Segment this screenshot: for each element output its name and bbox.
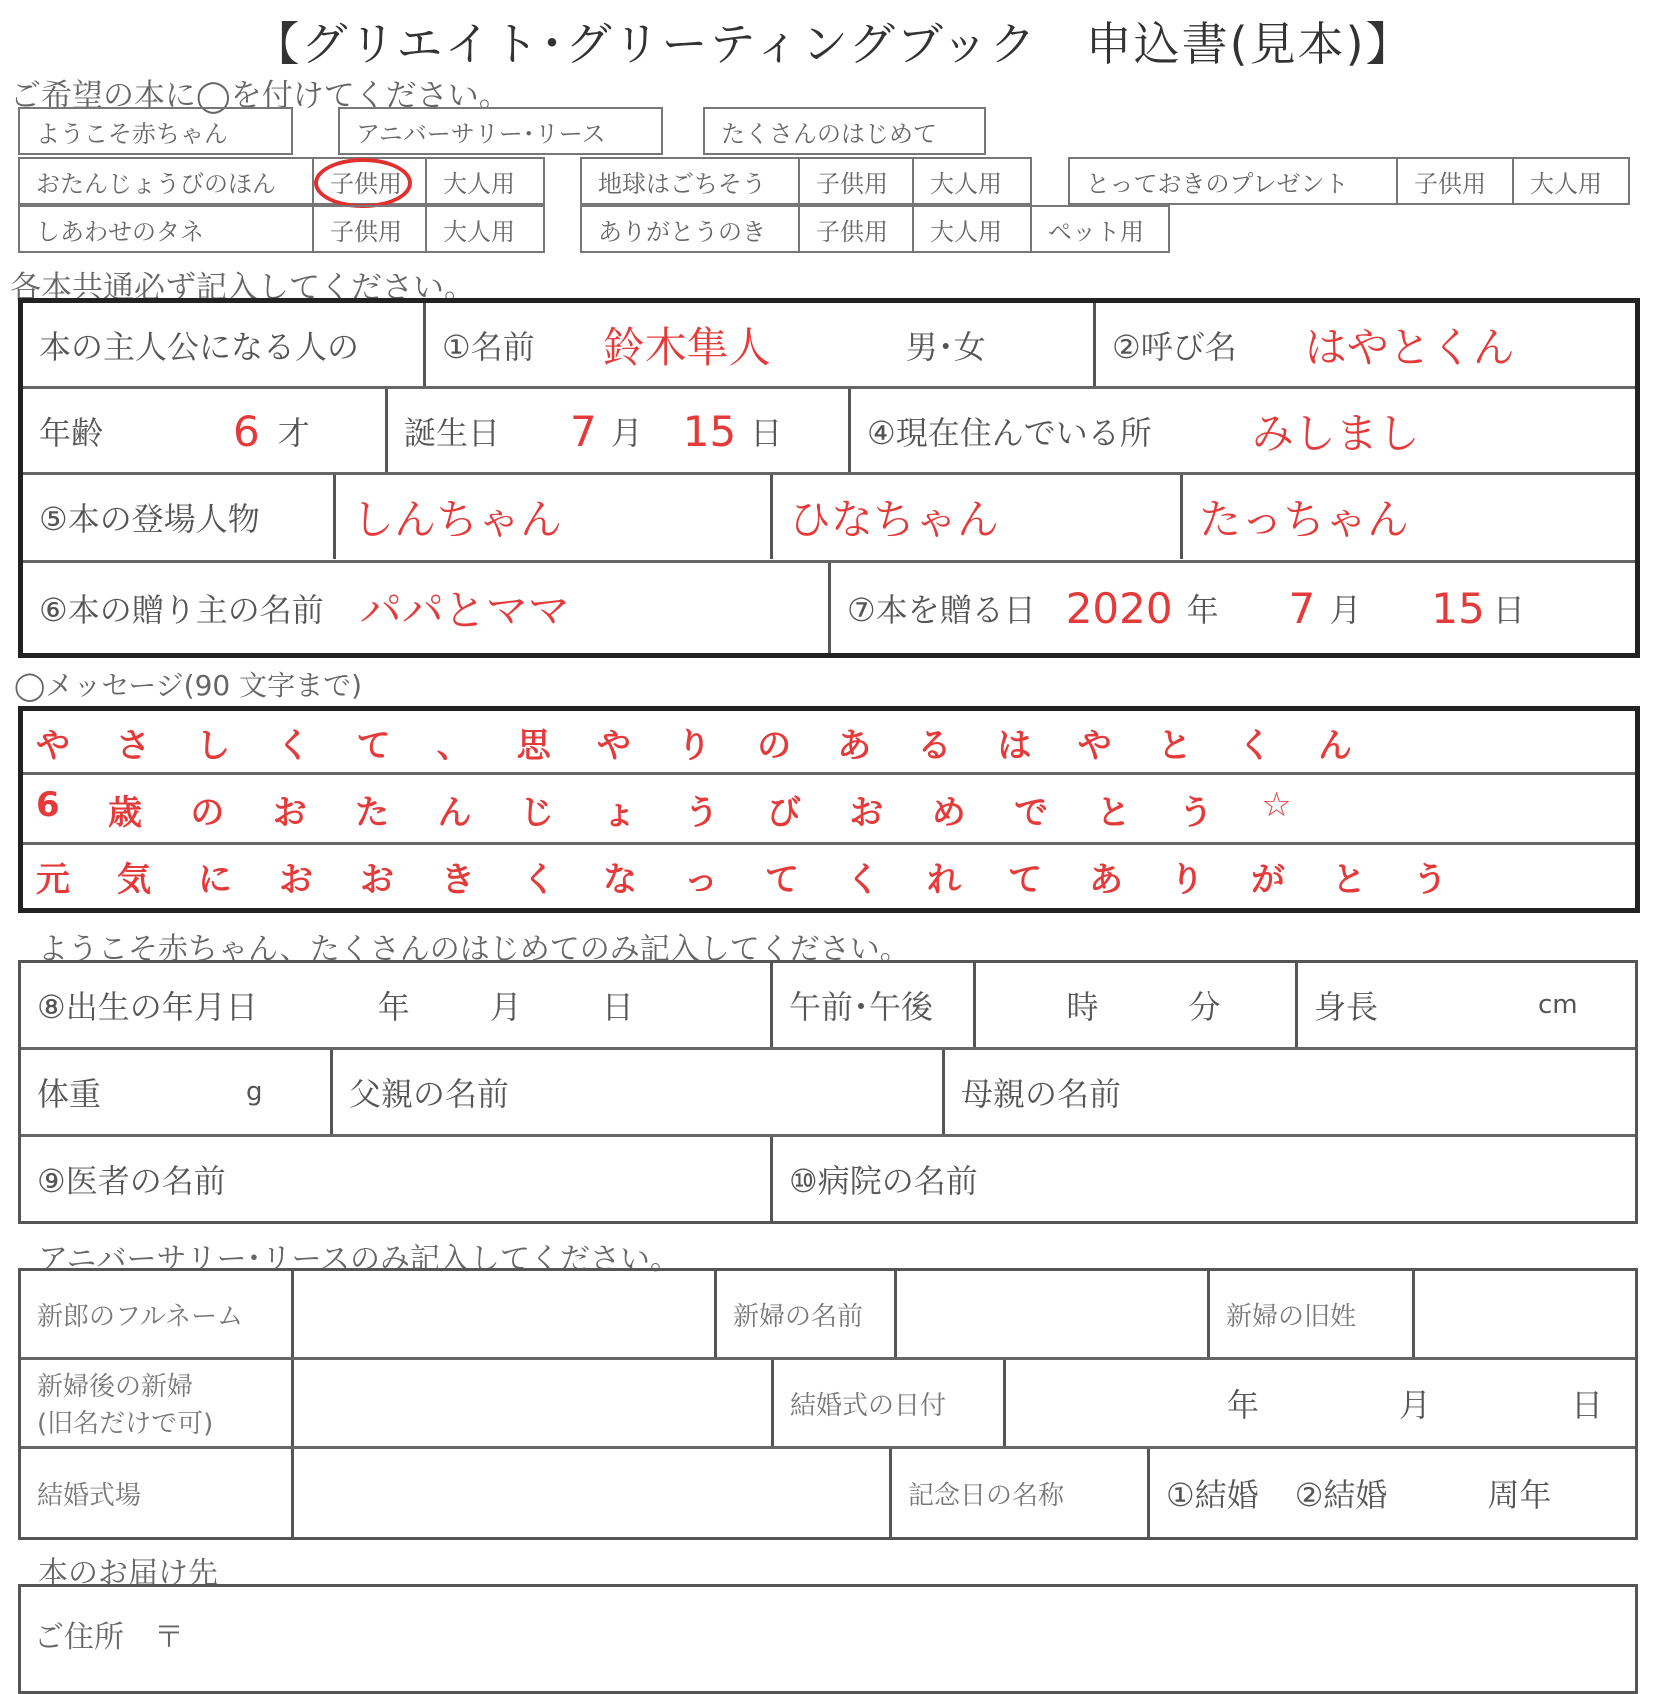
message-char: と: [1096, 793, 1131, 833]
anniv-name-options[interactable]: [1147, 1449, 1635, 1537]
venue-label: 結婚式場: [37, 1480, 142, 1511]
height-field[interactable]: [1295, 963, 1635, 1047]
weight-unit: g: [246, 1077, 263, 1107]
mother-name-field[interactable]: 母親の名前: [942, 1050, 1635, 1134]
anniv-row-1: [21, 1271, 1635, 1357]
book-variant-child[interactable]: 子供用: [312, 157, 427, 205]
message-char: ☆: [1261, 785, 1292, 825]
year-unit: 年: [1186, 591, 1219, 629]
message-char: め: [931, 793, 966, 833]
book-option[interactable]: とっておきのプレゼント: [1068, 157, 1398, 205]
message-char: う: [684, 793, 719, 833]
anniv-instruction: アニバーサリー･リースのみ記入してください。: [38, 1242, 680, 1277]
message-char: 6: [36, 785, 60, 825]
message-char: う: [1413, 860, 1447, 900]
month-unit: 月: [1398, 1386, 1431, 1424]
gender-option[interactable]: 男･女: [905, 328, 986, 366]
birth-day-value: 15: [682, 406, 737, 456]
anniv-name-label: 記念日の名称: [889, 1449, 1147, 1537]
wedding-date-input[interactable]: [1003, 1360, 1635, 1446]
book-option[interactable]: たくさんのはじめて: [703, 107, 986, 155]
baby-instruction: ようこそ赤ちゃん、たくさんのはじめてのみ記入してください。: [38, 932, 910, 967]
wedding-date-label: 結婚式の日付: [771, 1360, 1003, 1446]
main-row-3: [23, 475, 1635, 559]
nickname-value: はやとくん: [1304, 323, 1515, 372]
anniv-row-3: [21, 1449, 1635, 1537]
bride-after-line1: 新婦後の新婦: [37, 1372, 194, 1402]
message-char: 元: [36, 860, 70, 900]
message-char: お: [279, 860, 313, 900]
day-unit: 日: [601, 988, 634, 1026]
message-char: れ: [927, 860, 961, 900]
name-label: ①名前: [442, 328, 535, 366]
baby-row-2: [21, 1050, 1635, 1134]
birthday-field[interactable]: [385, 389, 848, 473]
birth-month-value: 7: [570, 406, 597, 456]
age-field[interactable]: [23, 389, 385, 473]
book-option[interactable]: しあわせのタネ: [18, 205, 314, 253]
message-char: お: [360, 860, 394, 900]
address-input[interactable]: ご住所 〒: [34, 1620, 184, 1655]
message-char: て: [1008, 860, 1042, 900]
residence-label: ④現在住んでいる所: [867, 414, 1152, 452]
father-name-field[interactable]: 父親の名前: [330, 1050, 942, 1134]
year-unit: 年: [377, 988, 410, 1026]
main-row-2: [23, 389, 1635, 473]
anniv-years-unit: 周年: [1487, 1476, 1552, 1514]
name-field[interactable]: [423, 303, 1093, 387]
book-option[interactable]: ようこそ赤ちゃん: [18, 107, 293, 155]
bride-after-input[interactable]: [291, 1360, 771, 1446]
message-char: 思: [516, 726, 551, 766]
book-option[interactable]: おたんじょうびのほん: [18, 157, 314, 205]
doctor-name-field[interactable]: ⑨医者の名前: [37, 1162, 226, 1200]
book-variant-child[interactable]: 子供用: [312, 205, 427, 253]
message-char: じ: [519, 793, 554, 833]
message-char: く: [522, 860, 556, 900]
selection-circle: [314, 158, 412, 208]
gift-day-value: 15: [1431, 583, 1485, 633]
message-char: に: [198, 860, 232, 900]
message-char: 歳: [108, 793, 143, 833]
bride-maiden-label: 新婦の旧姓: [1207, 1271, 1412, 1357]
character-1[interactable]: しんちゃん: [333, 475, 770, 559]
message-char: う: [1178, 793, 1213, 833]
message-char: の: [190, 793, 225, 833]
characters-label: ⑤本の登場人物: [39, 500, 260, 538]
message-char: の: [757, 726, 792, 766]
message-char: く: [276, 726, 311, 766]
height-label: 身長: [1314, 988, 1379, 1026]
groom-label: 新郎のフルネーム: [37, 1301, 244, 1332]
message-line-1[interactable]: [22, 718, 1372, 767]
bride-after-line2: (旧名だけで可): [37, 1409, 214, 1439]
weight-field[interactable]: [21, 1050, 330, 1134]
ampm-option[interactable]: 午前･午後: [770, 963, 973, 1047]
message-char: っ: [684, 860, 718, 900]
birthday-label: 誕生日: [404, 414, 501, 452]
book-variant-adult[interactable]: 大人用: [425, 157, 545, 205]
bride-input[interactable]: [894, 1271, 1207, 1357]
divider: [23, 772, 1635, 775]
message-char: く: [1237, 726, 1272, 766]
message-char: と: [1157, 726, 1192, 766]
birthdate-field[interactable]: [21, 963, 770, 1047]
message-char: あ: [1089, 860, 1123, 900]
message-char: お: [849, 793, 884, 833]
giver-label: ⑥本の贈り主の名前: [39, 591, 324, 629]
day-unit: 日: [1492, 591, 1525, 629]
main-row-1: [23, 303, 1635, 387]
anniv-option-1[interactable]: ①結婚: [1166, 1476, 1259, 1514]
message-char: お: [272, 793, 307, 833]
message-char: ょ: [602, 793, 637, 833]
book-variant-child[interactable]: 子供用: [1396, 157, 1514, 205]
book-option[interactable]: アニバーサリー･リース: [338, 107, 663, 155]
height-unit: cm: [1538, 990, 1578, 1020]
message-char: る: [917, 726, 952, 766]
residence-field[interactable]: [848, 389, 1635, 473]
book-variant-adult[interactable]: 大人用: [1512, 157, 1630, 205]
bride-after-label: [21, 1360, 291, 1446]
anniv-row-2: [21, 1360, 1635, 1446]
message-char: や: [36, 726, 70, 766]
delivery-label: 本のお届け先: [38, 1556, 218, 1591]
message-label: ◯メッセージ(90 文字まで): [14, 669, 363, 702]
message-char: は: [997, 726, 1032, 766]
nickname-label: ②呼び名: [1112, 328, 1237, 366]
message-char: や: [596, 726, 631, 766]
message-char: り: [1170, 860, 1204, 900]
message-char: び: [767, 793, 802, 833]
baby-row-1: [21, 963, 1635, 1047]
time-field[interactable]: [973, 963, 1295, 1047]
message-char: て: [356, 726, 391, 766]
baby-row-3: [21, 1137, 1635, 1221]
message-char: と: [1332, 860, 1366, 900]
book-variant-adult[interactable]: 大人用: [912, 157, 1032, 205]
character-2[interactable]: ひなちゃん: [770, 475, 1180, 559]
message-char: あ: [837, 726, 872, 766]
divider: [23, 842, 1635, 845]
message-char: 気: [117, 860, 151, 900]
name-value: 鈴木隼人: [602, 323, 771, 372]
residence-value: みしまし: [1251, 409, 1420, 458]
weight-label: 体重: [37, 1075, 102, 1113]
anniv-option-2[interactable]: ②結婚: [1294, 1476, 1388, 1514]
page-title: 【グリエイト･グリーティングブック 申込書(見本)】: [253, 17, 1414, 71]
day-unit: 日: [750, 414, 783, 452]
message-char: で: [1014, 793, 1049, 833]
bride-label: 新婦の名前: [714, 1271, 894, 1357]
message-char: く: [846, 860, 880, 900]
year-unit: 年: [1226, 1386, 1259, 1424]
gift-year-value: 2020: [1065, 583, 1173, 633]
age-value: 6: [233, 406, 260, 456]
message-char: ん: [1318, 726, 1352, 766]
groom-input[interactable]: [291, 1271, 714, 1357]
gift-date-label: ⑦本を贈る日: [847, 591, 1036, 629]
venue-input[interactable]: [291, 1449, 889, 1537]
message-char: ん: [437, 793, 472, 833]
month-unit: 月: [1329, 591, 1362, 629]
message-line-3[interactable]: [22, 852, 1467, 901]
age-unit: 才: [277, 414, 310, 452]
bride-maiden-input[interactable]: [1412, 1271, 1635, 1357]
age-label: 年齢: [39, 414, 104, 452]
hospital-name-field[interactable]: ⑩病院の名前: [770, 1137, 1635, 1221]
instruction-choose: ご希望の本に◯を付けてください。: [10, 78, 510, 114]
message-char: が: [1251, 860, 1285, 900]
instruction-common: 各本共通必ず記入してください。: [10, 270, 475, 306]
message-char: 、: [436, 726, 471, 766]
message-line-2[interactable]: [22, 785, 1312, 834]
message-char: し: [196, 726, 231, 766]
minute-unit: 分: [1188, 988, 1221, 1026]
book-option[interactable]: 地球はごちそう: [580, 157, 800, 205]
message-char: や: [1077, 726, 1112, 766]
message-char: て: [765, 860, 799, 900]
message-char: き: [441, 860, 475, 900]
book-option[interactable]: ありがとうのき: [580, 205, 800, 253]
nickname-field[interactable]: [1093, 303, 1635, 387]
giver-value: パパとママ: [359, 586, 570, 635]
giver-field[interactable]: [23, 563, 828, 653]
book-variant-adult[interactable]: 大人用: [425, 205, 545, 253]
hour-unit: 時: [1066, 988, 1099, 1026]
gift-date-field[interactable]: [828, 563, 1635, 653]
month-unit: 月: [489, 988, 522, 1026]
birthdate-label: ⑧出生の年月日: [37, 988, 258, 1026]
message-char: た: [355, 793, 390, 833]
hero-label: 本の主人公になる人の: [39, 328, 360, 366]
gift-month-value: 7: [1288, 583, 1316, 633]
book-variant-child[interactable]: 子供用: [798, 205, 914, 253]
book-variant-pet[interactable]: ペット用: [1030, 205, 1170, 253]
character-3[interactable]: たっちゃん: [1180, 475, 1635, 559]
delivery-frame: [18, 1584, 1638, 1694]
message-char: り: [677, 726, 711, 766]
month-unit: 月: [610, 414, 643, 452]
book-variant-adult[interactable]: 大人用: [912, 205, 1032, 253]
day-unit: 日: [1570, 1386, 1603, 1424]
main-row-4: [23, 563, 1635, 653]
message-char: な: [603, 860, 637, 900]
book-variant-child[interactable]: 子供用: [798, 157, 914, 205]
message-char: さ: [116, 726, 151, 766]
